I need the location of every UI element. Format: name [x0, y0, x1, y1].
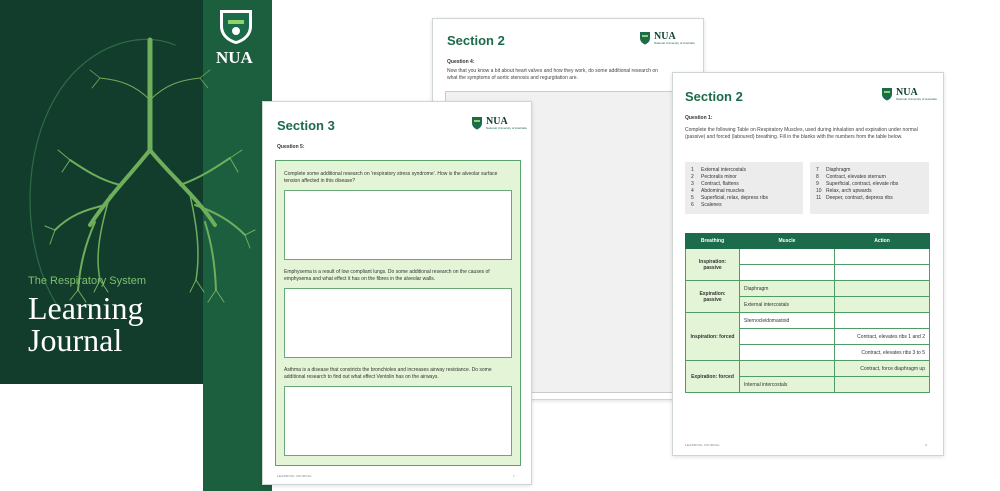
action-cell[interactable] — [835, 265, 930, 281]
column-header: Action — [835, 234, 930, 249]
prompt-text: Asthma is a disease that constricts the bronchioles and increases airway resistance. Do some additional research to find out what effect Ventolin has on the airways. — [284, 367, 492, 380]
logo-university: National University of Australia — [896, 96, 937, 101]
logo-text: NUA — [486, 115, 508, 127]
table-header-row — [686, 234, 930, 249]
footer-label: LEARNING JOURNAL — [685, 443, 720, 447]
muscle-cell[interactable] — [740, 345, 835, 361]
question-label: Question 1: — [685, 115, 713, 121]
breathing-label: Expiration: passive — [686, 281, 740, 313]
university-logo — [639, 31, 695, 45]
logo-text: NUA — [896, 86, 918, 98]
list-item: 11 Deeper, contract, depress ribs — [816, 195, 893, 201]
page-number: 7 — [513, 474, 515, 478]
breathing-label: Expiration: forced — [686, 361, 740, 393]
muscle-cell: Sternocleidomastoid — [740, 313, 835, 329]
action-cell[interactable] — [835, 249, 930, 265]
list-item: 6 Scalenes — [691, 202, 722, 208]
answer-key-right — [810, 162, 929, 214]
shield-icon — [881, 87, 893, 101]
page-section-2-front — [672, 72, 944, 456]
list-item: 5 Superficial, relax, depress ribs — [691, 195, 768, 201]
cover-logo-text: NUA — [216, 48, 253, 67]
cover-title-line-2: Journal — [28, 322, 123, 358]
action-cell[interactable] — [835, 313, 930, 329]
answer-key-left — [685, 162, 803, 214]
list-item: 4 Abdominal muscles — [691, 188, 745, 194]
list-item: 1 External intercostals — [691, 167, 747, 173]
list-item: 2 Pectoralis minor — [691, 174, 737, 180]
action-cell: Contract, elevates ribs 3 to 5 — [835, 345, 930, 361]
page-section-3 — [262, 101, 532, 485]
list-item: 9 Superficial, contract, elevate ribs — [816, 181, 899, 187]
university-logo — [471, 116, 527, 130]
question-panel — [275, 160, 521, 466]
question-text: Now that you know a bit about heart valves and how they work, do some additional research on what the symptoms of aortic stenosis and regurgitation are. — [447, 68, 658, 81]
page-title: Section 2 — [447, 33, 505, 48]
muscle-cell[interactable] — [740, 249, 835, 265]
list-item: 8 Contract, elevates sternum — [816, 174, 886, 180]
shield-icon — [639, 31, 651, 45]
university-logo — [881, 87, 937, 101]
action-cell[interactable] — [835, 281, 930, 297]
page-title: Section 2 — [685, 89, 743, 104]
prompt-text: Emphysema is a result of low compliant lungs. Do some additional research on the causes of emphysema and what effect it has on the fibres in the alveolar walls. — [284, 269, 490, 282]
muscle-cell: External intercostals — [740, 297, 835, 313]
table-row — [686, 313, 930, 329]
cover-subtitle: The Respiratory System — [28, 275, 146, 287]
logo-university: National University of Australia — [486, 125, 527, 130]
question-label: Question 4: — [447, 59, 475, 65]
list-item: 7 Diaphragm — [816, 167, 851, 173]
question-label: Question 5: — [277, 144, 305, 150]
column-header: Breathing — [686, 234, 740, 249]
page-title: Section 3 — [277, 118, 335, 133]
answer-box[interactable] — [284, 386, 512, 456]
breathing-label: Inspiration: forced — [686, 313, 740, 361]
answer-box[interactable] — [284, 288, 512, 358]
crest-icon — [218, 8, 254, 46]
shield-icon — [471, 116, 483, 130]
muscle-cell[interactable] — [740, 361, 835, 377]
action-cell[interactable] — [835, 377, 930, 393]
prompt-text: Complete some additional research on 'respiratory stress syndrome'. How is the alveolar surface tension affected in this disease? — [284, 171, 498, 184]
table-row — [686, 281, 930, 297]
breathing-label: Inspiration: passive — [686, 249, 740, 281]
respiratory-muscles-table — [685, 233, 930, 393]
muscle-cell: Internal intercostals — [740, 377, 835, 393]
journal-cover — [0, 0, 272, 384]
muscle-cell[interactable] — [740, 329, 835, 345]
question-text: Complete the following Table on Respiratory Muscles, used during inhalation and expiration under normal (passive) and forced (laboured) breathing. Fill in the blanks with the numbers from the table below. — [685, 127, 918, 140]
page-number: 4 — [925, 443, 927, 447]
table-row — [686, 249, 930, 265]
logo-university: National University of Australia — [654, 40, 695, 45]
muscle-cell[interactable] — [740, 265, 835, 281]
column-header: Muscle — [740, 234, 835, 249]
muscle-cell: Diaphragm — [740, 281, 835, 297]
action-cell: Contract, elevates ribs 1 and 2 — [835, 329, 930, 345]
table-row — [686, 361, 930, 377]
list-item: 10 Relax, arch upwards — [816, 188, 872, 194]
answer-box[interactable] — [284, 190, 512, 260]
action-cell[interactable] — [835, 297, 930, 313]
cover-title-line-1: Learning — [28, 290, 144, 326]
footer-label: LEARNING JOURNAL — [277, 474, 312, 478]
list-item: 3 Contract, flattens — [691, 181, 739, 187]
action-cell: Contract, force diaphragm up — [835, 361, 930, 377]
logo-text: NUA — [654, 30, 676, 42]
